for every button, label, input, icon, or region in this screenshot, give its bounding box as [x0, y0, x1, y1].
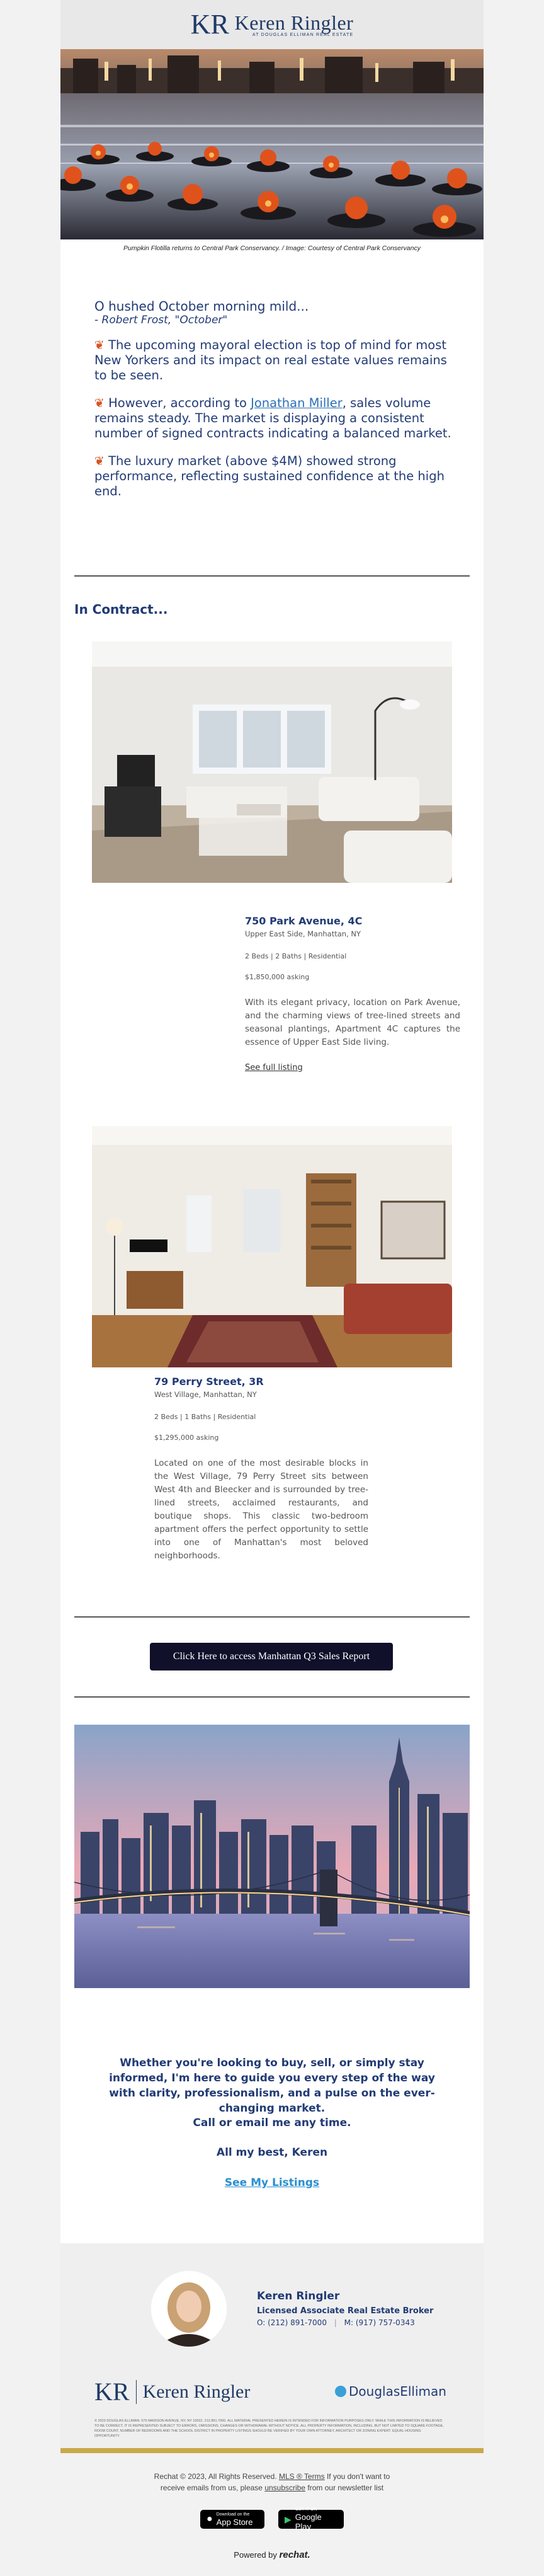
- unsubscribe-link[interactable]: unsubscribe: [264, 2483, 306, 2492]
- intro-paragraph-3: ❦ The luxury market (above $4M) showed strong performance, reflecting sustained confidence at the high end.: [94, 454, 445, 498]
- listing-address: 79 Perry Street, 3R: [154, 1376, 264, 1388]
- apple-icon: ●: [207, 2514, 213, 2524]
- kr-monogram-icon: KR: [190, 9, 229, 40]
- google-play-button[interactable]: ▶ GET IT ON Google Play: [278, 2510, 344, 2529]
- signature-block: [257, 2290, 458, 2327]
- listing-750-park: [245, 915, 460, 1072]
- poem-author: - Robert Frost, "October": [94, 314, 228, 326]
- listing-details: 2 Beds | 2 Baths | Residential: [245, 952, 347, 960]
- hero-image: [60, 49, 484, 239]
- intro-paragraph-2: ❦ However, according to Jonathan Miller, sales volume remains steady. The market is displaying a consistent number of signed contracts indicating a balanced market.: [94, 396, 451, 440]
- listing-details: 2 Beds | 1 Baths | Residential: [154, 1413, 256, 1421]
- douglas-elliman-logo[interactable]: DouglasElliman: [335, 2384, 446, 2399]
- closing-call: Call or email me any time.: [193, 2117, 351, 2129]
- agent-role: Licensed Associate Real Estate Broker: [257, 2306, 434, 2316]
- gold-accent-bar: [60, 2448, 484, 2453]
- listing-description: Located on one of the most desirable blocks in the West Village, 79 Perry Street sits between West 4th and Bleecker and is surrounded by tree-lined streets, acclaimed restaurants, and boutique shops. This classic two-bedroom apartment offers the perfect opportunity to settle into one of Manhattan's most beloved neighborhoods.: [154, 1458, 368, 1561]
- office-phone[interactable]: O: (212) 891-7000: [257, 2318, 327, 2327]
- maple-leaf-icon: ❦: [94, 338, 105, 352]
- section-divider: [74, 1616, 470, 1618]
- hero-caption: Pumpkin Flotilla returns to Central Park Conservancy. / Image: Courtesy of Central Park Conservancy: [123, 244, 421, 252]
- see-full-listing-link[interactable]: See full listing: [245, 1063, 303, 1072]
- closing-listings-row: [94, 2175, 450, 2190]
- legal-disclaimer: © 2023 DOUGLAS ELLIMAN. 575 MADISON AVENUE, NY, NY 10022. 212.891.7000. ALL MATERIAL PRESENTED HEREIN IS INTENDED FOR INFORMATION PURPOSES ONLY. WHILE THIS INFORMATION IS BELIEVED TO BE CORRECT, IT IS REPRESENTED SUBJECT TO ERRORS, OMISSIONS, CHANGES OR WITHDRAWAL WITHOUT NOTICE. ALL PROPERTY INFORMATION, INCLUDING, BUT NOT LIMITED TO SQUARE FOOTAGE, ROOM COUNT, NUMBER OF BEDROOMS AND THE SCHOOL DISTRICT IN PROPERTY LISTINGS SHOULD BE VERIFIED BY YOUR OWN ATTORNEY, ARCHITECT OR ZONING EXPERT. EQUAL HOUSING OPPORTUNITY.: [94, 2419, 444, 2438]
- email-header: [60, 0, 484, 49]
- intro-paragraph-1: ❦ The upcoming mayoral election is top of mind for most New Yorkers and its impact on real estate values remains to be seen.: [94, 338, 447, 382]
- brooklyn-bridge-image: [74, 1725, 470, 1988]
- maple-leaf-icon: ❦: [94, 396, 105, 410]
- agent-phones: O: (212) 891-7000 | M: (917) 757-0343: [257, 2318, 415, 2327]
- listing-neighborhood: Upper East Side, Manhattan, NY: [245, 929, 361, 938]
- listing-price: $1,295,000 asking: [154, 1434, 219, 1442]
- avatar: [151, 2271, 227, 2347]
- footer-brand-name: Keren Ringler: [142, 2381, 251, 2402]
- jonathan-miller-link[interactable]: Jonathan Miller: [251, 396, 343, 410]
- app-store-button[interactable]: ● Download on the App Store: [200, 2510, 264, 2529]
- rechat-logo[interactable]: rechat.: [279, 2550, 310, 2560]
- kr-monogram-icon: KR: [94, 2378, 130, 2406]
- poem-line: O hushed October morning mild...: [94, 299, 309, 314]
- maple-leaf-icon: ❦: [94, 454, 105, 468]
- sales-report-button[interactable]: Click Here to access Manhattan Q3 Sales Report: [150, 1643, 393, 1670]
- listing-photo-79-perry[interactable]: [92, 1126, 452, 1367]
- footer-brand-logo[interactable]: [94, 2379, 250, 2405]
- closing-message: Whether you're looking to buy, sell, or simply stay informed, I'm here to guide you every step of the way with clarity, professionalism, and a pulse on the ever-changing market.: [109, 2057, 435, 2115]
- footer-copyright-row: Rechat © 2023, All Rights Reserved. MLS ® Terms If you don't want to receive emails from us, please unsubscribe from our newsletter list: [154, 2472, 390, 2492]
- section-divider: [74, 575, 470, 577]
- section-divider: [74, 1696, 470, 1698]
- see-my-listings-link[interactable]: See My Listings: [224, 2176, 320, 2189]
- listing-photo-750-park[interactable]: [92, 641, 452, 883]
- listing-address: 750 Park Avenue, 4C: [245, 915, 363, 927]
- closing-signoff: All my best, Keren: [216, 2146, 328, 2159]
- listing-price: $1,850,000 asking: [245, 973, 310, 981]
- play-icon: ▶: [285, 2514, 292, 2524]
- powered-by: Powered by rechat.: [234, 2550, 310, 2560]
- intro-section: [94, 299, 453, 512]
- brand-logo[interactable]: [191, 10, 354, 39]
- listing-description: With its elegant privacy, location on Park Avenue, and the charming views of tree-lined streets and seasonal plantings, Apartment 4C captures the essence of Upper East Side living.: [245, 998, 460, 1047]
- mobile-phone[interactable]: M: (917) 757-0343: [344, 2318, 415, 2327]
- globe-icon: [335, 2386, 346, 2397]
- agent-name: Keren Ringler: [257, 2290, 340, 2303]
- brand-name: Keren Ringler: [234, 11, 354, 34]
- section-title: In Contract...: [74, 602, 168, 617]
- listing-neighborhood: West Village, Manhattan, NY: [154, 1390, 257, 1399]
- brand-tagline: AT DOUGLAS ELLIMAN REAL ESTATE: [252, 32, 354, 37]
- mls-terms-link[interactable]: MLS ® Terms: [278, 2472, 325, 2481]
- listing-79-perry: [154, 1376, 368, 1563]
